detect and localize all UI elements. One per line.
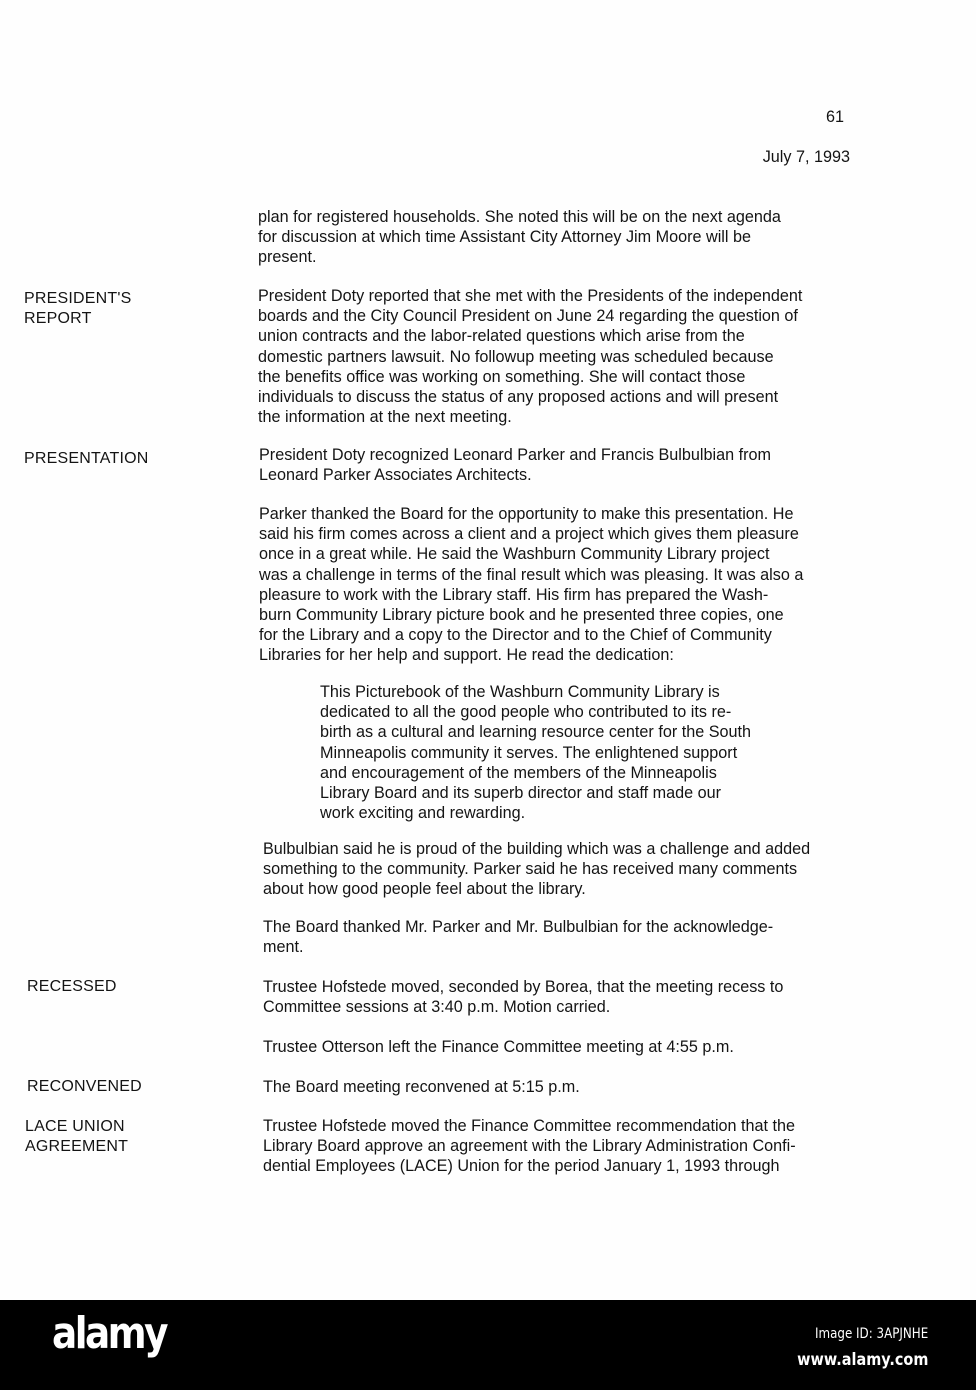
paragraph-bulbulbian [263,839,810,900]
text-line: ment. [263,938,304,957]
text-line: the information at the next meeting. [258,408,512,427]
page-number: 61 [826,108,845,126]
section-label-reconvened [27,1077,142,1097]
watermark-bar [0,1300,976,1390]
text-line: Committee sessions at 3:40 p.m. Motion carried. [263,998,611,1017]
paragraph-recessed [263,977,783,1017]
paragraph-presentation [259,445,771,485]
alamy-logo: alamy [52,1308,166,1359]
text-line: once in a great while. He said the Washburn Community Library project [259,545,770,564]
text-line: President Doty reported that she met with the Presidents of the independent [258,287,803,305]
text-line: Library Board and its superb director and staff made our [320,784,722,803]
text-line: President Doty recognized Leonard Parker and Francis Bulbulbian from [259,446,771,464]
paragraph-lace-union-agreement [263,1116,796,1177]
text-line: for discussion at which time Assistant City Attorney Jim Moore will be [258,228,751,247]
text-line: individuals to discuss the status of any proposed actions and will present [258,388,779,407]
text-line: This Picturebook of the Washburn Community Library is [320,683,720,701]
section-label-presentation [24,449,149,469]
document-date: July 7, 1993 [762,148,850,166]
label-line: AGREEMENT [25,1138,129,1156]
image-id: Image ID: 3APJNHE [814,1326,928,1342]
label-line: RECESSED [27,978,117,995]
text-line: Minneapolis community it serves. The enlightened support [320,743,738,762]
text-line: Library Board approve an agreement with the Library Administration Confi- [263,1137,796,1156]
text-line: Trustee Hofstede moved the Finance Committee recommendation that the [263,1117,796,1135]
paragraph-reconvened [263,1077,580,1097]
text-line: Leonard Parker Associates Architects. [259,466,532,485]
text-line: plan for registered households. She noted this will be on the next agenda [258,208,781,226]
paragraph-continuation [258,207,781,268]
watermark-url: www.alamy.com [796,1350,928,1370]
paragraph-presidents-report [258,286,802,427]
paragraph-board-thanked [263,917,773,957]
paragraph-dedication [320,682,751,823]
text-line: the benefits office was working on something. She will contact those [258,367,746,386]
text-line: The Board meeting reconvened at 5:15 p.m. [263,1078,580,1096]
section-label-recessed [27,977,117,997]
text-line: said his firm comes across a client and a project which gives them pleasure [259,525,799,544]
text-line: boards and the City Council President on June 24 regarding the question of [258,307,798,326]
text-line: Trustee Hofstede moved, seconded by Borea, that the meeting recess to [263,978,784,996]
text-line: present. [258,248,317,267]
label-line: PRESIDENT'S [24,290,132,307]
text-line: union contracts and the labor-related questions which arise from the [258,327,745,346]
text-line: Trustee Otterson left the Finance Committee meeting at 4:55 p.m. [263,1038,734,1056]
text-line: was a challenge in terms of the final result which was pleasing. It was also a [259,565,804,584]
text-line: dedicated to all the good people who contributed to its re- [320,703,732,722]
text-line: domestic partners lawsuit. No followup meeting was scheduled because [258,347,774,366]
label-line: RECONVENED [27,1078,142,1095]
text-line: pleasure to work with the Library staff. His firm has prepared the Wash- [259,585,769,604]
section-label-lace-union-agreement [25,1117,128,1157]
text-line: work exciting and rewarding. [320,804,526,823]
text-line: Parker thanked the Board for the opportunity to make this presentation. He [259,505,794,523]
text-line: and encouragement of the members of the Minneapolis [320,763,717,782]
label-line: LACE UNION [25,1118,125,1135]
text-line: dential Employees (LACE) Union for the period January 1, 1993 through [263,1157,780,1176]
text-line: Libraries for her help and support. He read the dedication: [259,646,674,665]
label-line: REPORT [24,310,92,328]
text-line: Bulbulbian said he is proud of the building which was a challenge and added [263,840,811,858]
paragraph-otterson [263,1037,734,1057]
section-label-presidents-report [24,289,132,329]
text-line: birth as a cultural and learning resource center for the South [320,723,752,742]
text-line: something to the community. Parker said he has received many comments [263,860,798,879]
text-line: The Board thanked Mr. Parker and Mr. Bulbulbian for the acknowledge- [263,918,774,936]
text-line: for the Library and a copy to the Director and to the Chief of Community [259,626,772,645]
label-line: PRESENTATION [24,450,149,467]
text-line: about how good people feel about the library. [263,880,586,899]
paragraph-parker-thanks [259,504,803,666]
text-line: burn Community Library picture book and he presented three copies, one [259,606,784,625]
